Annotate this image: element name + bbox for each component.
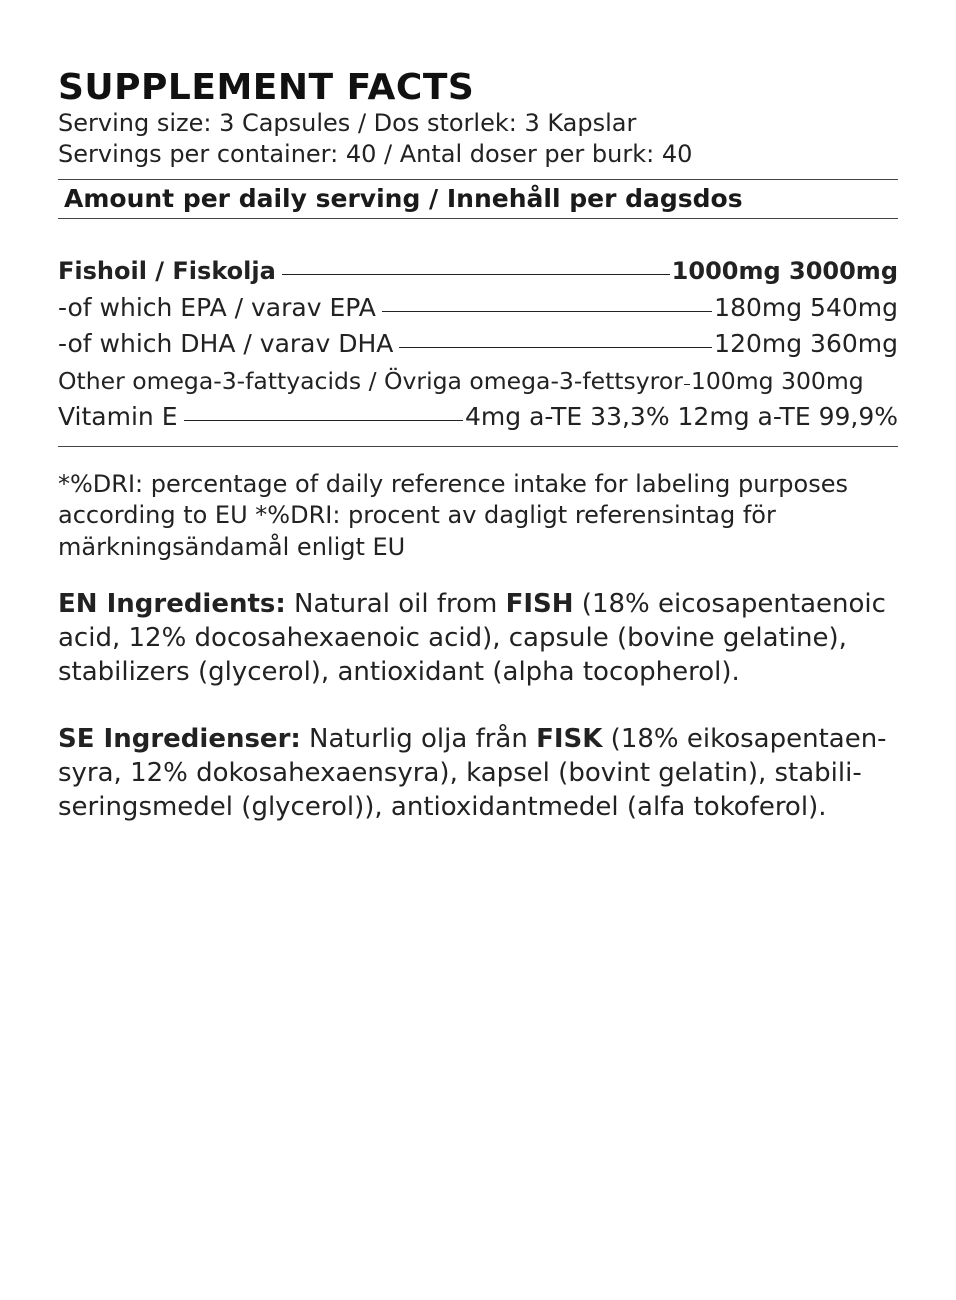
ingredients-se-label: SE Ingredienser: <box>58 724 301 754</box>
nutrient-value: 4mg a-TE 33,3% 12mg a-TE 99,9% <box>465 402 898 431</box>
ingredients-en-line-3: stabilizers (glycerol), antioxidant (alpha tocopherol). <box>58 657 740 687</box>
nutrient-value: 1000mg 3000mg <box>671 257 898 285</box>
nutrient-name: -of which DHA / varav DHA <box>58 329 394 358</box>
servings-per-container: Servings per container: 40 / Antal doser per burk: 40 <box>58 140 693 168</box>
ingredients-en-line-2: acid, 12% docosahexaenoic acid), capsule (bovine gelatine), <box>58 623 847 653</box>
ingredients-en-text: Natural oil from <box>285 589 506 619</box>
ingredients-se-text: (18% eikosapentaen- <box>602 724 887 754</box>
supplement-facts-label <box>58 68 898 824</box>
ingredients-en-text: (18% eicosapentaenoic <box>573 589 886 619</box>
label-title: SUPPLEMENT FACTS <box>58 67 475 108</box>
nutrient-row <box>58 399 898 436</box>
serving-size: Serving size: 3 Capsules / Dos storlek: 3 Kapslar <box>58 109 637 137</box>
ingredients-se <box>58 722 898 824</box>
ingredients-se-line-1 <box>58 722 898 756</box>
divider-bottom <box>58 446 898 447</box>
nutrient-name: Other omega-3-fattyacids / Övriga omega-3-fettsyror <box>58 366 683 395</box>
allergen-fisk: FISK <box>536 724 603 754</box>
dri-line: according to EU *%DRI: procent av dagligt referensintag för <box>58 501 776 529</box>
ingredients-se-line-2: syra, 12% dokosahexaensyra), kapsel (bovint gelatin), stabili- <box>58 758 862 788</box>
leader-line <box>184 420 464 421</box>
ingredients-en <box>58 587 898 689</box>
dri-footnote <box>58 469 898 564</box>
allergen-fish: FISH <box>505 589 574 619</box>
leader-line <box>399 347 712 348</box>
leader-line <box>382 311 712 312</box>
ingredients-en-label: EN Ingredients: <box>58 589 286 619</box>
leader-line <box>684 384 690 385</box>
nutrient-value: 100mg 300mg <box>690 366 864 395</box>
nutrient-name: Fishoil / Fiskolja <box>58 257 276 285</box>
nutrient-row <box>58 326 898 363</box>
nutrient-row <box>58 363 898 400</box>
dri-line: märkningsändamål enligt EU <box>58 532 406 561</box>
ingredients-se-line-3: seringsmedel (glycerol)), antioxidantmedel (alfa tokoferol). <box>58 792 827 822</box>
dri-line: *%DRI: percentage of daily reference intake for labeling purposes <box>58 469 848 498</box>
nutrient-name: -of which EPA / varav EPA <box>58 292 376 322</box>
nutrient-row <box>58 290 898 327</box>
nutrient-name: Vitamin E <box>58 402 178 431</box>
nutrient-table <box>58 253 898 436</box>
ingredients-en-line-1 <box>58 587 898 621</box>
nutrient-value: 120mg 360mg <box>714 329 898 358</box>
divider-header <box>58 218 898 219</box>
amount-header: Amount per daily serving / Innehåll per dagsdos <box>64 184 743 213</box>
nutrient-value: 180mg 540mg <box>714 292 898 322</box>
leader-line <box>282 274 670 275</box>
nutrient-row <box>58 253 898 290</box>
ingredients-se-text: Naturlig olja från <box>300 724 537 754</box>
